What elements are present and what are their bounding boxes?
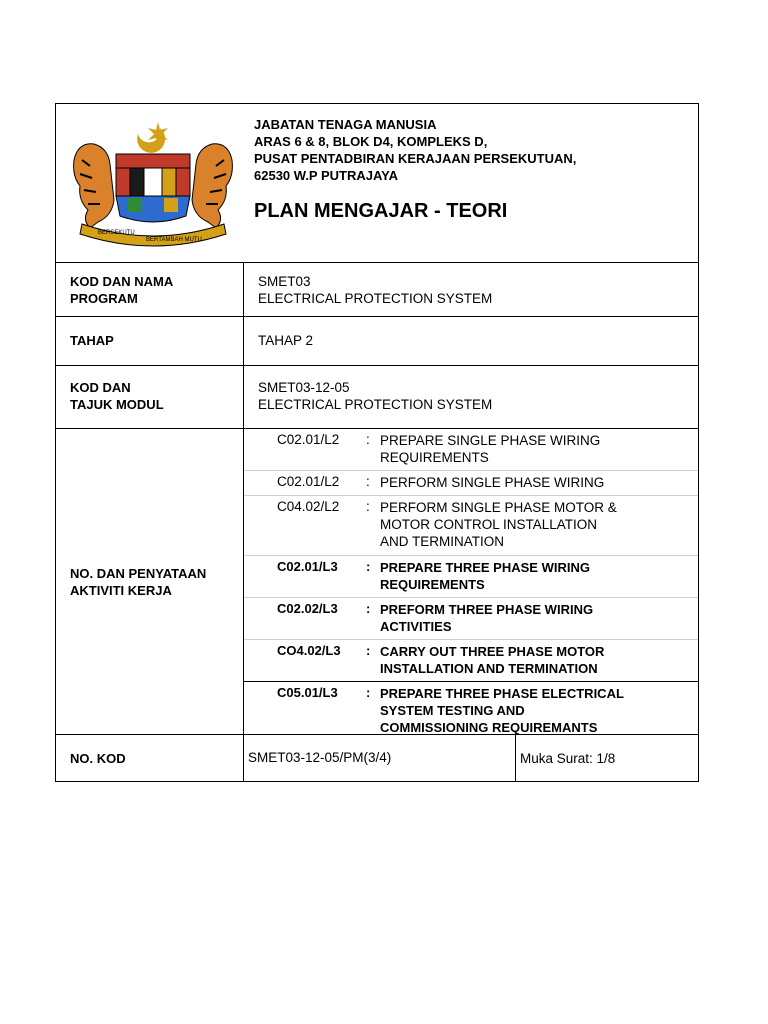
activity-colon: : xyxy=(366,685,371,700)
activity-colon: : xyxy=(366,474,370,489)
activity-desc-line: PREPARE THREE PHASE ELECTRICAL xyxy=(380,686,624,701)
kod-row xyxy=(56,735,698,781)
activity-desc xyxy=(376,682,698,737)
org-line-3: PUSAT PENTADBIRAN KERAJAAN PERSEKUTUAN, xyxy=(254,151,577,166)
tahap-value: TAHAP 2 xyxy=(258,333,314,348)
activity-desc-line: CARRY OUT THREE PHASE MOTOR xyxy=(380,644,605,659)
kod-label: NO. KOD xyxy=(56,735,244,781)
program-name: ELECTRICAL PROTECTION SYSTEM xyxy=(258,291,493,306)
kod-value: SMET03-12-05/PM(3/4) xyxy=(244,735,516,781)
activity-desc-line: PREFORM THREE PHASE WIRING xyxy=(380,602,594,617)
modul-value xyxy=(244,366,698,428)
aktiviti-row xyxy=(56,429,698,735)
activity-item xyxy=(244,682,698,737)
activity-desc xyxy=(376,640,698,681)
activity-desc-line: REQUIREMENTS xyxy=(380,577,485,592)
modul-code: SMET03-12-05 xyxy=(258,380,350,395)
modul-label xyxy=(56,366,244,428)
activity-desc-line: AND TERMINATION xyxy=(380,534,505,549)
activity-item xyxy=(244,598,698,640)
activity-code: C02.01/L3 xyxy=(277,559,338,574)
page-number xyxy=(516,735,698,781)
program-label xyxy=(56,263,244,316)
modul-label-line-2: TAJUK MODUL xyxy=(70,397,164,412)
activity-code: C05.01/L3 xyxy=(277,685,338,700)
activity-desc xyxy=(376,429,698,470)
activity-desc-line: PERFORM SINGLE PHASE MOTOR & xyxy=(380,500,617,515)
activity-desc-line: PERFORM SINGLE PHASE WIRING xyxy=(380,475,605,490)
activity-desc xyxy=(376,556,698,597)
activity-item xyxy=(244,496,698,556)
activity-desc xyxy=(376,598,698,639)
activity-desc-line: ACTIVITIES xyxy=(380,619,452,634)
activity-desc-line: MOTOR CONTROL INSTALLATION xyxy=(380,517,598,532)
activity-desc-line: REQUIREMENTS xyxy=(380,450,489,465)
activity-code: CO4.02/L3 xyxy=(277,643,341,658)
svg-text:BERTAMBAH MUTU: BERTAMBAH MUTU xyxy=(146,237,202,243)
modul-label-line-1: KOD DAN xyxy=(70,380,131,395)
org-line-2: ARAS 6 & 8, BLOK D4, KOMPLEKS D, xyxy=(254,134,488,149)
activity-colon: : xyxy=(366,432,370,447)
svg-text:BERSEKUTU: BERSEKUTU xyxy=(98,230,135,236)
page-label: Muka Surat: xyxy=(520,751,593,766)
activity-item xyxy=(244,471,698,496)
activity-desc-line: SYSTEM TESTING AND xyxy=(380,703,525,718)
program-row xyxy=(56,263,698,317)
form-header xyxy=(56,104,698,263)
page-value: 1/8 xyxy=(596,751,616,766)
activity-colon: : xyxy=(366,559,371,574)
modul-row xyxy=(56,366,698,429)
activity-code: C02.02/L3 xyxy=(277,601,338,616)
activity-code: C02.01/L2 xyxy=(277,432,340,447)
program-label-line-2: PROGRAM xyxy=(70,291,138,306)
aktiviti-label xyxy=(56,429,244,734)
program-label-line-1: KOD DAN NAMA xyxy=(70,274,174,289)
tahap-row xyxy=(56,317,698,366)
activity-desc-line: INSTALLATION AND TERMINATION xyxy=(380,661,598,676)
activity-colon: : xyxy=(366,643,371,658)
program-code: SMET03 xyxy=(258,274,311,289)
tahap-label: TAHAP xyxy=(56,317,244,365)
activity-list xyxy=(244,429,698,734)
org-line-1: JABATAN TENAGA MANUSIA xyxy=(254,117,437,132)
modul-title: ELECTRICAL PROTECTION SYSTEM xyxy=(258,397,493,412)
coat-of-arms-logo xyxy=(68,120,238,250)
activity-desc-line: PREPARE SINGLE PHASE WIRING xyxy=(380,433,601,448)
activity-desc xyxy=(376,496,698,555)
org-line-4: 62530 W.P PUTRAJAYA xyxy=(254,168,399,183)
activity-item xyxy=(244,556,698,598)
aktiviti-label-line-2: AKTIVITI KERJA xyxy=(70,582,172,598)
activity-colon: : xyxy=(366,601,371,616)
activity-desc xyxy=(376,471,698,495)
document-title: PLAN MENGAJAR - TEORI xyxy=(254,200,508,222)
activity-desc-line: PREPARE THREE PHASE WIRING xyxy=(380,560,590,575)
program-value xyxy=(244,263,698,316)
activity-item xyxy=(244,640,698,682)
aktiviti-label-line-1: NO. DAN PENYATAAN xyxy=(70,565,207,581)
activity-code: C02.01/L2 xyxy=(277,474,340,489)
activity-colon: : xyxy=(366,499,370,514)
activity-item xyxy=(244,429,698,471)
document-form xyxy=(55,103,699,782)
organization-address xyxy=(254,116,576,184)
activity-code: C04.02/L2 xyxy=(277,499,340,514)
activity-desc-line: COMMISSIONING REQUIREMANTS xyxy=(380,720,598,735)
